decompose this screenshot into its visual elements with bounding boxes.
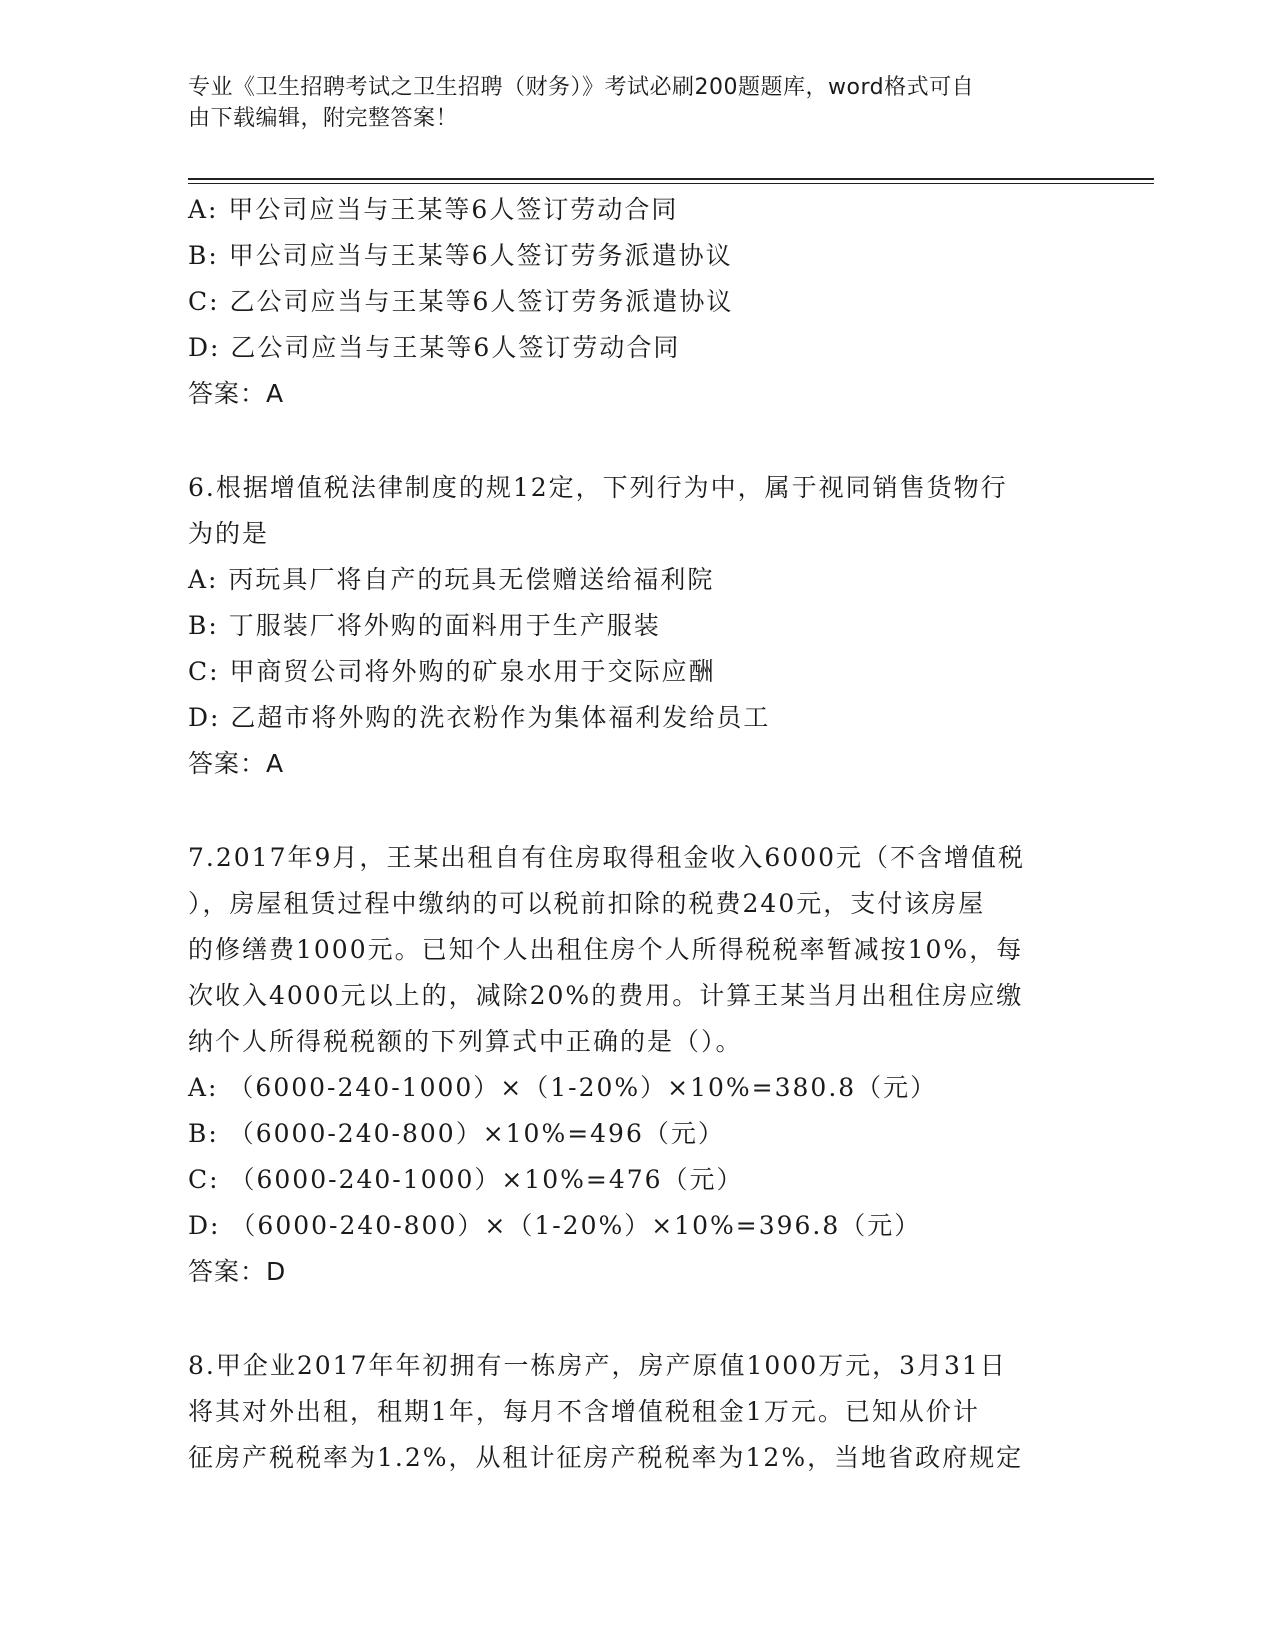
spacer xyxy=(188,1295,1088,1343)
question-stem-line: 为的是 xyxy=(188,519,270,548)
question-7 xyxy=(188,835,1088,1295)
header-line-1: 专业《卫生招聘考试之卫生招聘（财务）》考试必刷200题题库，word格式可自 xyxy=(188,75,975,100)
answer-label: 答案：A xyxy=(188,749,285,778)
option-d: D: 乙公司应当与王某等6人签订劳动合同 xyxy=(188,333,681,362)
question-8 xyxy=(188,1343,1088,1481)
option-a: A: （6000-240-1000）×（1-20%）×10%=380.8（元） xyxy=(188,1073,938,1102)
spacer xyxy=(188,417,1088,465)
option-d: D: （6000-240-800）×（1-20%）×10%=396.8（元） xyxy=(188,1211,922,1240)
header-divider-thin xyxy=(188,183,1154,184)
spacer xyxy=(188,787,1088,835)
option-b: B: 甲公司应当与王某等6人签订劳务派遣协议 xyxy=(188,241,733,270)
option-b: B: 丁服装厂将外购的面料用于生产服装 xyxy=(188,611,661,640)
question-stem-line: 8.甲企业2017年年初拥有一栋房产，房产原值1000万元，3月31日 xyxy=(188,1351,1007,1380)
question-stem-line: 将其对外出租，租期1年，每月不含增值税租金1万元。已知从价计 xyxy=(188,1397,980,1426)
question-stem-line: 纳个人所得税税额的下列算式中正确的是（）。 xyxy=(188,1027,743,1056)
option-c: C: 甲商贸公司将外购的矿泉水用于交际应酬 xyxy=(188,657,716,686)
header-line-2: 由下载编辑，附完整答案！ xyxy=(188,106,459,131)
question-stem-line: 征房产税税率为1.2%，从租计征房产税税率为12%，当地省政府规定 xyxy=(188,1443,1024,1472)
document-header xyxy=(188,72,1068,134)
question-stem-line: ），房屋租赁过程中缴纳的可以税前扣除的税费240元，支付该房屋 xyxy=(188,889,986,918)
option-a: A: 丙玩具厂将自产的玩具无偿赠送给福利院 xyxy=(188,565,715,594)
question-stem-line: 7.2017年9月，王某出租自有住房取得租金收入6000元（不含增值税 xyxy=(188,843,1026,872)
option-d: D: 乙超市将外购的洗衣粉作为集体福利发给员工 xyxy=(188,703,771,732)
question-stem-line: 6.根据增值税法律制度的规12定，下列行为中，属于视同销售货物行 xyxy=(188,473,1008,502)
answer-label: 答案：D xyxy=(188,1257,287,1286)
question-stem-line: 的修缮费1000元。已知个人出租住房个人所得税税率暂减按10%，每 xyxy=(188,935,1024,964)
question-6 xyxy=(188,465,1088,787)
question-stem-line: 次收入4000元以上的，减除20%的费用。计算王某当月出租住房应缴 xyxy=(188,981,1024,1010)
option-c: C: 乙公司应当与王某等6人签订劳务派遣协议 xyxy=(188,287,734,316)
header-divider-thick xyxy=(188,178,1154,180)
option-a: A: 甲公司应当与王某等6人签订劳动合同 xyxy=(188,195,679,224)
option-b: B: （6000-240-800）×10%=496（元） xyxy=(188,1119,725,1148)
question-content xyxy=(188,187,1088,1481)
question-5 xyxy=(188,187,1088,417)
answer-label: 答案：A xyxy=(188,379,285,408)
option-c: C: （6000-240-1000）×10%=476（元） xyxy=(188,1165,744,1194)
